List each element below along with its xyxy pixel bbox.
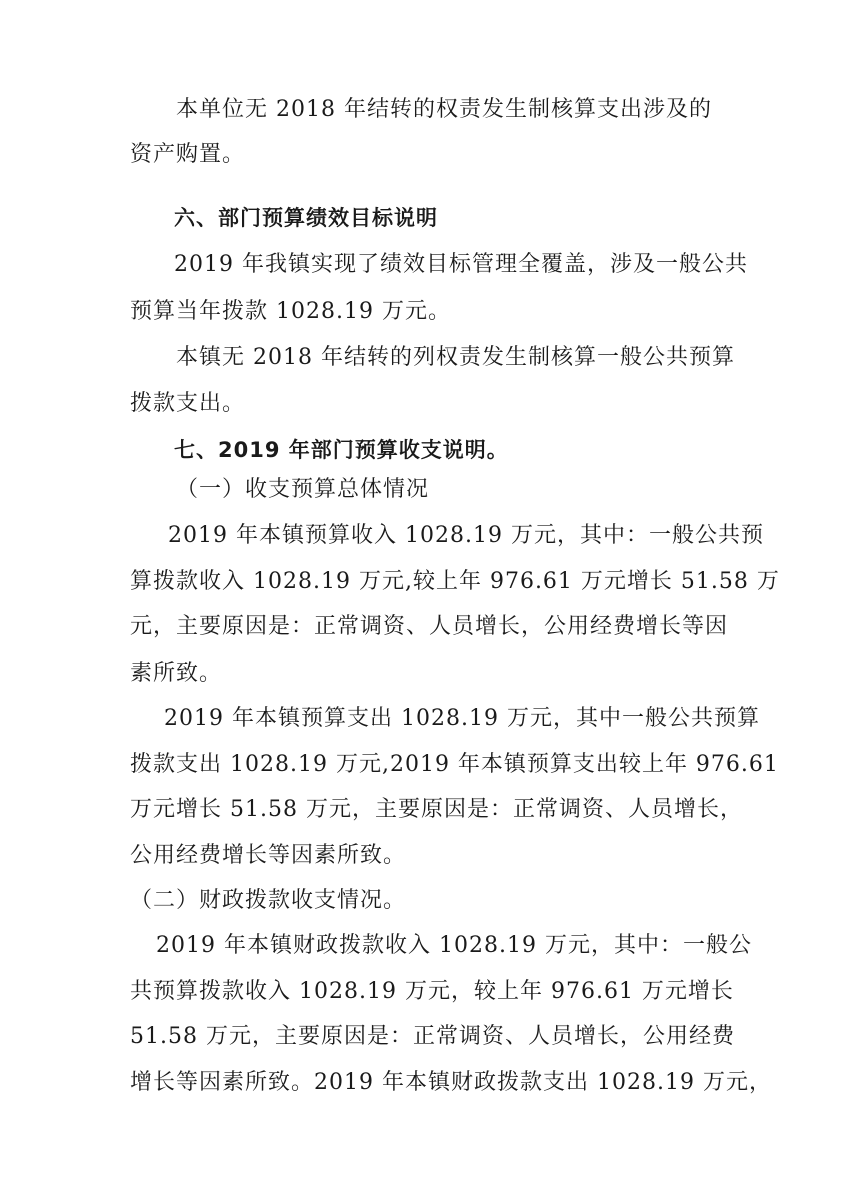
paragraph-line: 资产购置。	[130, 142, 246, 167]
paragraph-line: 增长等因素所致。2019 年本镇财政拨款支出 1028.19 万元，	[130, 1070, 772, 1095]
paragraph-line: 拨款支出。	[130, 391, 246, 416]
paragraph-line: 拨款支出 1028.19 万元,2019 年本镇预算支出较上年 976.61	[130, 752, 779, 777]
subsection-heading: （一）收支预算总体情况	[176, 477, 430, 502]
paragraph-line: 公用经费增长等因素所致。	[130, 843, 407, 868]
paragraph-line: 算拨款收入 1028.19 万元,较上年 976.61 万元增长 51.58 万	[130, 569, 780, 594]
paragraph-line: 2019 年本镇预算支出 1028.19 万元，其中一般公共预算	[164, 706, 760, 731]
paragraph-line: 万元增长 51.58 万元，主要原因是：正常调资、人员增长，	[130, 797, 743, 822]
paragraph-line: 2019 年本镇预算收入 1028.19 万元，其中：一般公共预	[168, 523, 764, 548]
paragraph-line: 预算当年拨款 1028.19 万元。	[130, 299, 451, 324]
paragraph-line: 元，主要原因是：正常调资、人员增长，公用经费增长等因	[130, 614, 729, 639]
paragraph-line: 共预算拨款收入 1028.19 万元，较上年 976.61 万元增长	[130, 979, 734, 1004]
paragraph-line: 2019 年我镇实现了绩效目标管理全覆盖，涉及一般公共	[174, 252, 748, 277]
paragraph-line: 2019 年本镇财政拨款收入 1028.19 万元，其中：一般公	[156, 933, 752, 958]
paragraph-line: 素所致。	[130, 661, 223, 686]
section-heading-six: 六、部门预算绩效目标说明	[174, 206, 438, 230]
paragraph-line: 本单位无 2018 年结转的权责发生制核算支出涉及的	[176, 97, 712, 122]
subsection-heading: （二）财政拨款收支情况。	[130, 888, 407, 913]
paragraph-line: 本镇无 2018 年结转的列权责发生制核算一般公共预算	[176, 345, 735, 370]
section-heading-seven: 七、2019 年部门预算收支说明。	[174, 438, 509, 462]
paragraph-line: 51.58 万元，主要原因是：正常调资、人员增长，公用经费	[130, 1024, 735, 1049]
